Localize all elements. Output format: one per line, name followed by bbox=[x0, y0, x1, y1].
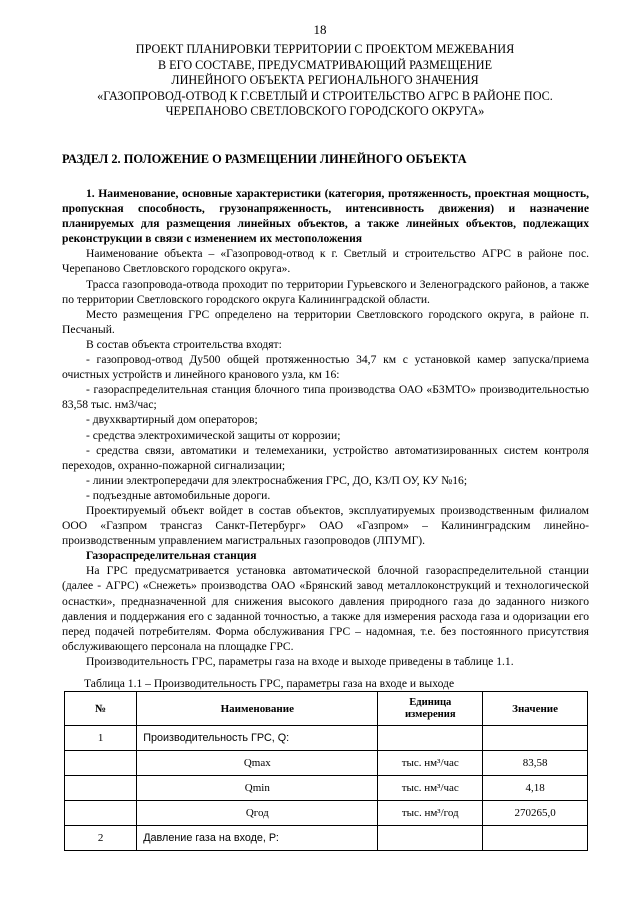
paragraph: В состав объекта строительства входят: bbox=[86, 337, 282, 351]
cell-value bbox=[483, 726, 588, 751]
cell-name: Qгод bbox=[137, 801, 378, 826]
paragraph: Место размещения ГРС определено на территории Светловского городского округа, в районе п. Песчаный. bbox=[62, 307, 589, 336]
paragraph: Наименование объекта – «Газопровод-отвод к г. Светлый и строительство АГРС в районе пос. Черепаново Светловского городского округа». bbox=[62, 247, 589, 276]
table-caption: Таблица 1.1 – Производительность ГРС, параметры газа на входе и выходе bbox=[84, 677, 455, 690]
cell-unit bbox=[378, 726, 483, 751]
cell-num: 1 bbox=[65, 726, 137, 751]
paragraph: Проектируемый объект войдет в состав объектов, эксплуатируемых производственным филиалом ООО «Газпром трансгаз Санкт-Петербург» ОАО «Газпром» – Калининградским линейно-производственным управлением магистральных газопроводов (ЛПУМГ). bbox=[62, 503, 589, 548]
document-body bbox=[62, 186, 589, 669]
section-heading: РАЗДЕЛ 2. ПОЛОЖЕНИЕ О РАЗМЕЩЕНИИ ЛИНЕЙНОГО ОБЪЕКТА bbox=[62, 152, 467, 166]
cell-unit: тыс. нм³/час bbox=[378, 751, 483, 776]
project-title-line: «ГАЗОПРОВОД-ОТВОД К Г.СВЕТЛЫЙ И СТРОИТЕЛЬСТВО АГРС В РАЙОНЕ ПОС. bbox=[97, 88, 553, 103]
table-row bbox=[65, 826, 588, 851]
cell-num bbox=[65, 801, 137, 826]
paragraph: Трасса газопровода-отвода проходит по территории Гурьевского и Зеленоградского районов, а также по территории Светловского городского округа Калининградской области. bbox=[62, 277, 589, 306]
project-title-line: ЛИНЕЙНОГО ОБЪЕКТА РЕГИОНАЛЬНОГО ЗНАЧЕНИЯ bbox=[171, 73, 479, 88]
project-title-line: ЧЕРЕПАНОВО СВЕТЛОВСКОГО ГОРОДСКОГО ОКРУГА» bbox=[165, 104, 485, 119]
list-item: - газораспределительная станция блочного типа производства ОАО «БЗМТО» производительностью 83,58 тыс. нм3/час; bbox=[62, 383, 589, 412]
cell-name: Давление газа на входе, Р: bbox=[137, 826, 378, 851]
parameters-table bbox=[64, 691, 588, 851]
project-title-line: ПРОЕКТ ПЛАНИРОВКИ ТЕРРИТОРИИ С ПРОЕКТОМ МЕЖЕВАНИЯ bbox=[135, 42, 515, 56]
table-row bbox=[65, 801, 588, 826]
header-value: Значение bbox=[483, 692, 588, 726]
cell-num bbox=[65, 776, 137, 801]
table-row bbox=[65, 726, 588, 751]
header-name: Наименование bbox=[137, 692, 378, 726]
page-number: 18 bbox=[313, 22, 327, 37]
project-title bbox=[60, 42, 590, 120]
cell-value: 83,58 bbox=[483, 751, 588, 776]
list-item: - линии электропередачи для электроснабжения ГРС, ДО, КЗ/П ОУ, КУ №16; bbox=[86, 473, 468, 487]
paragraph: На ГРС предусматривается установка автоматической блочной газораспределительной станции (далее - АГРС) «Снежеть» производства ОАО «Брянский завод металлоконструкций и технологической оснастки», предназначенной для снижения высокого давления природного газа до заданного низкого давления и поддержания его с заданной точностью, а также для измерения расхода газа и одоризации его перед подачей потребителям. Форма обслуживания ГРС – надомная, т.е. без постоянного присутствия обслуживающего персонала на площадке ГРС. bbox=[62, 564, 589, 653]
paragraph: Производительность ГРС, параметры газа на входе и выходе приведены в таблице 1.1. bbox=[86, 654, 514, 668]
subheading: 1. Наименование, основные характеристики (категория, протяженность, проектная мощность, пропускная способность, грузонапряженность, интенсивность движения) и назначение планируемых для размещения линейных объектов, а также линейных объектов, подлежащих реконструкции в связи с изменением их местоположения bbox=[62, 187, 589, 246]
cell-unit bbox=[378, 826, 483, 851]
cell-value: 4,18 bbox=[483, 776, 588, 801]
list-item: - средства электрохимической защиты от коррозии; bbox=[86, 428, 341, 442]
cell-unit: тыс. нм³/час bbox=[378, 776, 483, 801]
station-heading: Газораспределительная станция bbox=[86, 549, 257, 563]
cell-name: Производительность ГРС, Q: bbox=[137, 726, 378, 751]
table-header-row bbox=[65, 692, 588, 726]
project-title-line: В ЕГО СОСТАВЕ, ПРЕДУСМАТРИВАЮЩИЙ РАЗМЕЩЕНИЕ bbox=[157, 57, 493, 72]
list-item: - подъездные автомобильные дороги. bbox=[86, 488, 271, 502]
cell-name: Qmax bbox=[137, 751, 378, 776]
list-item: - средства связи, автоматики и телемеханики, устройство автоматизированных систем контроля переходов, охранно-пожарной сигнализации; bbox=[62, 443, 589, 472]
cell-name: Qmin bbox=[137, 776, 378, 801]
table-body bbox=[65, 726, 588, 851]
list-item: - газопровод-отвод Ду500 общей протяженностью 34,7 км с установкой камер запуска/приема очистных устройств и линейного кранового узла, км 16: bbox=[62, 353, 589, 382]
cell-value: 270265,0 bbox=[483, 801, 588, 826]
cell-num: 2 bbox=[65, 826, 137, 851]
table-row bbox=[65, 776, 588, 801]
cell-num bbox=[65, 751, 137, 776]
cell-value bbox=[483, 826, 588, 851]
cell-unit: тыс. нм³/год bbox=[378, 801, 483, 826]
list-item: - двухквартирный дом операторов; bbox=[86, 413, 258, 427]
table-row bbox=[65, 751, 588, 776]
header-unit: Единица измерения bbox=[378, 692, 483, 726]
header-num: № bbox=[65, 692, 137, 726]
